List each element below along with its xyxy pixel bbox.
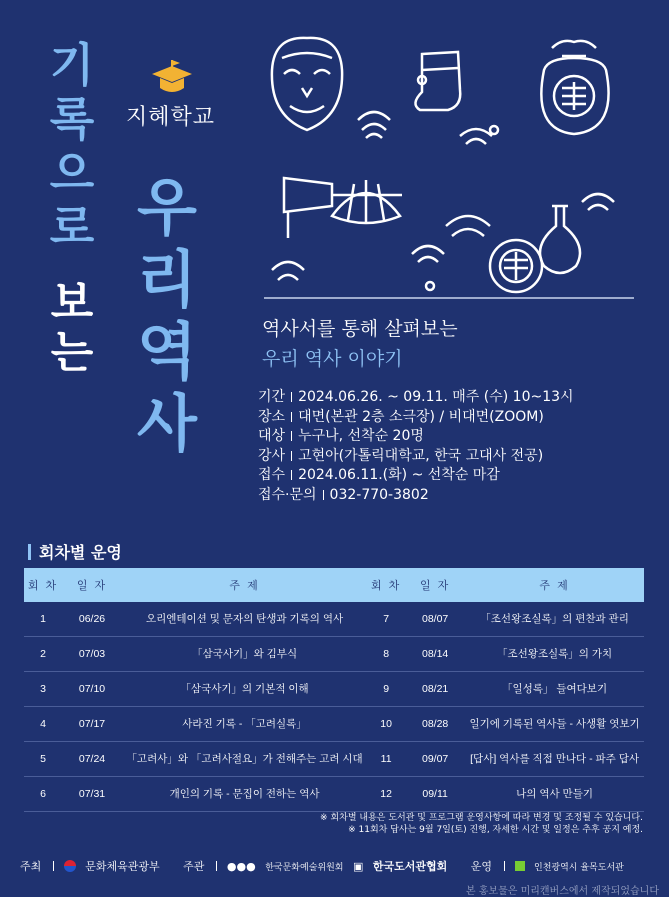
host-logo-icon — [64, 860, 76, 872]
title-char: 역 — [137, 315, 197, 388]
session-date: 07/17 — [62, 707, 122, 742]
organizer-label: 주관 — [183, 860, 205, 873]
info-row — [258, 427, 574, 447]
host-label: 주최 — [20, 860, 42, 873]
operator-name: 인천광역시 율목도서관 — [534, 863, 624, 873]
schedule-title — [28, 540, 122, 563]
session-topic: 일기에 기록된 역사들 - 사생활 엿보기 — [465, 707, 644, 742]
boseon-icon — [415, 52, 460, 110]
title-char: 로 — [49, 200, 95, 254]
table-row — [24, 777, 644, 812]
table-row — [24, 602, 644, 637]
note-line: ※ 회차별 내용은 도서관 및 프로그램 운영사항에 따라 변경 및 조정될 수 있습니다. — [320, 813, 643, 823]
session-no: 4 — [24, 707, 62, 742]
info-label: 접수 — [258, 467, 286, 483]
session-topic: 「조선왕조실록」의 가치 — [465, 637, 644, 672]
header-no: 회 차 — [367, 568, 405, 602]
session-topic: 오리엔테이션 및 문자의 탄생과 기록의 역사 — [122, 602, 367, 637]
info-row — [258, 447, 574, 467]
header-date: 일 자 — [62, 568, 122, 602]
session-date: 07/03 — [62, 637, 122, 672]
info-label: 장소 — [258, 408, 286, 425]
title-char: 리 — [137, 243, 197, 316]
session-topic: 「고려사」와 「고려사절요」가 전해주는 고려 시대 — [122, 742, 367, 777]
header-date: 일 자 — [405, 568, 465, 602]
session-no: 2 — [24, 637, 62, 672]
info-value: 032-770-3802 — [329, 486, 429, 503]
info-row — [258, 388, 574, 408]
info-row — [258, 408, 574, 428]
info-value: 누구나, 선착순 20명 — [298, 428, 424, 444]
info-value: 고현아(가톨릭대학교, 한국 고대사 전공) — [298, 447, 544, 464]
mask-icon — [272, 38, 342, 130]
session-date: 08/21 — [405, 672, 465, 707]
title-char: 으 — [49, 146, 95, 200]
session-no: 12 — [367, 777, 405, 812]
session-date: 08/14 — [405, 637, 465, 672]
medallion-icon — [490, 240, 542, 292]
schedule-title-text: 회차별 운영 — [39, 543, 122, 562]
library-logo-icon — [515, 861, 525, 871]
table-row — [24, 672, 644, 707]
title-char: 사 — [137, 387, 197, 460]
session-topic: 나의 역사 만들기 — [465, 777, 644, 812]
title-char: 우 — [137, 171, 197, 244]
school-name: 지혜학교 — [126, 105, 216, 130]
organizer2-name: 한국도서관협회 — [372, 860, 448, 873]
library-assoc-logo-icon: ▣ — [352, 860, 364, 873]
operator-label: 운영 — [470, 860, 493, 873]
session-no: 3 — [24, 672, 62, 707]
session-topic: 「일성록」 들여다보기 — [465, 672, 644, 707]
session-no: 10 — [367, 707, 405, 742]
session-date: 09/11 — [405, 777, 465, 812]
session-no: 9 — [367, 672, 405, 707]
header-topic: 주 제 — [122, 568, 367, 602]
binyeo-icon — [284, 178, 402, 238]
pouch-icon — [541, 41, 608, 134]
session-topic: 「조선왕조실록」의 편찬과 관리 — [465, 602, 644, 637]
table-row — [24, 637, 644, 672]
table-row — [24, 707, 644, 742]
footer — [20, 858, 630, 874]
info-value: 2024.06.11.(화) ~ 선착순 마감 — [298, 467, 500, 483]
info-label: 강사 — [258, 447, 286, 464]
session-topic: 개인의 기록 - 문집이 전하는 역사 — [122, 777, 367, 812]
session-topic: 「삼국사기」의 기본적 이해 — [122, 672, 367, 707]
info-label: 기간 — [258, 389, 286, 405]
wave-icon — [272, 112, 614, 280]
info-block — [258, 388, 574, 505]
heritage-illustrations — [262, 30, 642, 300]
title-char: 록 — [49, 92, 95, 146]
header-no: 회 차 — [24, 568, 62, 602]
session-no: 6 — [24, 777, 62, 812]
session-date: 06/26 — [62, 602, 122, 637]
session-no: 8 — [367, 637, 405, 672]
header-topic: 주 제 — [465, 568, 644, 602]
session-topic: [답사] 역사를 직접 만나다 - 파주 답사 — [465, 742, 644, 777]
school-logo — [150, 58, 194, 102]
session-date: 07/24 — [62, 742, 122, 777]
title-char: 는 — [50, 327, 94, 378]
session-no: 11 — [367, 742, 405, 777]
subtitle-line1: 역사서를 통해 살펴보는 — [262, 318, 458, 340]
session-no: 1 — [24, 602, 62, 637]
footnote: 본 홍보물은 미리캔버스에서 제작되었습니다 — [465, 886, 659, 897]
title-left — [40, 38, 104, 254]
info-label: 대상 — [258, 428, 286, 444]
info-value: 2024.06.26. ~ 09.11. 매주 (수) 10~13시 — [298, 389, 574, 405]
session-date: 07/31 — [62, 777, 122, 812]
subtitle-line2: 우리 역사 이야기 — [262, 348, 403, 370]
title-bonun — [44, 278, 100, 378]
notes — [320, 812, 643, 836]
title-char: 보 — [50, 277, 94, 328]
session-topic: 「삼국사기」와 김부식 — [122, 637, 367, 672]
schedule-table — [24, 568, 644, 812]
info-row — [258, 466, 574, 486]
note-line: ※ 11회차 답사는 9월 7일(토) 진행, 자세한 시간 및 일정은 추후 공지 예정. — [348, 825, 643, 835]
session-date: 08/07 — [405, 602, 465, 637]
host-name: 문화체육관광부 — [85, 860, 160, 873]
bottle-icon — [540, 206, 580, 273]
session-date: 07/10 — [62, 672, 122, 707]
arts-council-logo-icon: ●●● — [226, 860, 256, 873]
session-no: 7 — [367, 602, 405, 637]
fan-icon — [332, 180, 400, 224]
session-no: 5 — [24, 742, 62, 777]
title-char: 기 — [49, 38, 95, 92]
title-right — [130, 172, 204, 460]
info-label: 접수·문의 — [258, 486, 317, 503]
organizer1-name: 한국문화예술위원회 — [265, 863, 344, 873]
session-date: 09/07 — [405, 742, 465, 777]
info-value: 대면(본관 2층 소극장) / 비대면(ZOOM) — [298, 408, 544, 425]
info-row — [258, 486, 574, 506]
session-date: 08/28 — [405, 707, 465, 742]
table-row — [24, 742, 644, 777]
table-header-row — [24, 568, 644, 602]
session-topic: 사라진 기록 - 「고려실록」 — [122, 707, 367, 742]
